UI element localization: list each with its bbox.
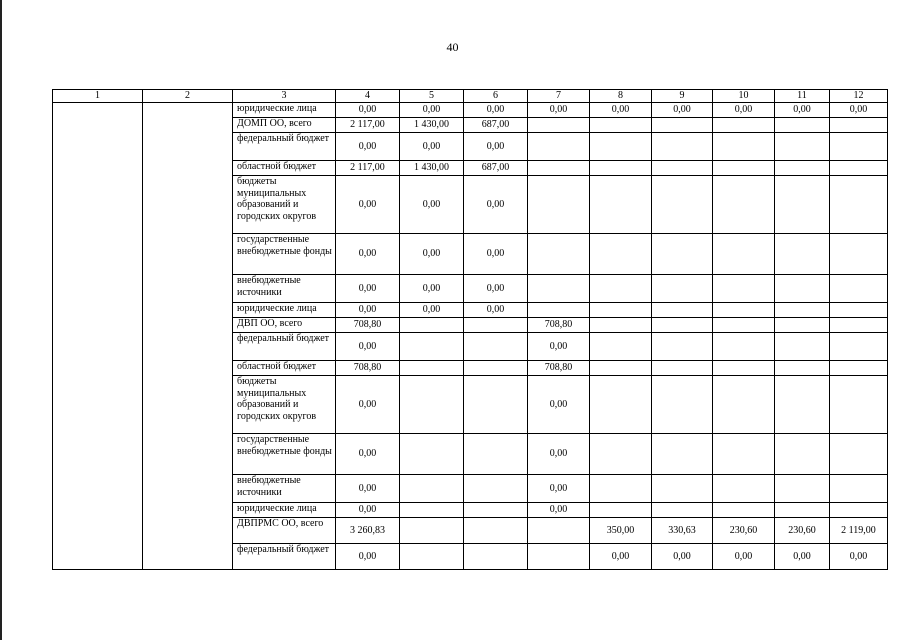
value-cell [830,118,888,133]
value-cell [400,318,464,333]
value-cell [528,518,590,544]
row-label: ДВПРМС ОО, всего [233,518,336,544]
value-cell [830,503,888,518]
value-cell [775,161,830,176]
value-cell [652,434,713,475]
value-cell [590,234,652,275]
value-cell [400,475,464,503]
value-cell [652,333,713,361]
value-cell: 0,00 [336,234,400,275]
value-cell [713,303,775,318]
value-cell: 1 430,00 [400,161,464,176]
value-cell [590,333,652,361]
value-cell: 0,00 [652,103,713,118]
row-label: федеральный бюджет [233,333,336,361]
value-cell [830,361,888,376]
row-label: внебюджетные источники [233,275,336,303]
value-cell: 0,00 [464,275,528,303]
value-cell [713,234,775,275]
value-cell [464,544,528,570]
value-cell: 0,00 [528,103,590,118]
value-cell [590,133,652,161]
value-cell [775,133,830,161]
value-cell: 0,00 [400,303,464,318]
value-cell: 687,00 [464,161,528,176]
value-cell [400,503,464,518]
value-cell: 0,00 [528,434,590,475]
value-cell: 0,00 [528,475,590,503]
value-cell: 3 260,83 [336,518,400,544]
value-cell: 0,00 [336,303,400,318]
value-cell [590,118,652,133]
row-label: федеральный бюджет [233,544,336,570]
value-cell: 0,00 [464,133,528,161]
value-cell [713,133,775,161]
value-cell [830,318,888,333]
budget-table [52,89,888,570]
value-cell: 0,00 [713,544,775,570]
value-cell [400,544,464,570]
value-cell: 2 117,00 [336,118,400,133]
value-cell [400,361,464,376]
value-cell [590,303,652,318]
value-cell: 0,00 [528,376,590,434]
value-cell: 230,60 [713,518,775,544]
header-cell: 11 [775,90,830,103]
value-cell: 0,00 [400,133,464,161]
value-cell [590,434,652,475]
row-label: юридические лица [233,503,336,518]
value-cell: 0,00 [830,103,888,118]
value-cell [713,318,775,333]
value-cell [775,118,830,133]
value-cell [775,333,830,361]
value-cell [590,176,652,234]
value-cell [713,118,775,133]
value-cell [464,434,528,475]
value-cell: 330,63 [652,518,713,544]
value-cell: 708,80 [336,361,400,376]
value-cell: 0,00 [400,275,464,303]
value-cell: 0,00 [336,475,400,503]
value-cell: 0,00 [336,103,400,118]
value-cell [713,434,775,475]
value-cell [775,275,830,303]
value-cell: 0,00 [464,103,528,118]
row-label: федеральный бюджет [233,133,336,161]
value-cell [830,434,888,475]
value-cell [590,475,652,503]
table-row [53,103,888,118]
merged-col-2-cell [143,103,233,570]
value-cell: 0,00 [528,503,590,518]
row-label: государственные внебюджетные фонды [233,234,336,275]
value-cell [400,518,464,544]
value-cell [652,118,713,133]
value-cell: 0,00 [336,434,400,475]
value-cell: 2 117,00 [336,161,400,176]
value-cell [775,361,830,376]
value-cell [775,503,830,518]
header-cell: 6 [464,90,528,103]
value-cell [775,176,830,234]
value-cell [713,161,775,176]
merged-col-1-cell [53,103,143,570]
value-cell: 0,00 [400,103,464,118]
value-cell: 0,00 [590,103,652,118]
value-cell: 0,00 [336,176,400,234]
row-label: областной бюджет [233,361,336,376]
header-cell: 7 [528,90,590,103]
value-cell [528,133,590,161]
value-cell [652,475,713,503]
value-cell [830,275,888,303]
row-label: юридические лица [233,303,336,318]
value-cell [652,503,713,518]
header-cell: 9 [652,90,713,103]
value-cell: 0,00 [400,176,464,234]
value-cell [775,376,830,434]
value-cell: 687,00 [464,118,528,133]
value-cell [713,176,775,234]
row-label: государственные внебюджетные фонды [233,434,336,475]
value-cell [713,333,775,361]
row-label: областной бюджет [233,161,336,176]
value-cell [775,434,830,475]
row-label: внебюджетные источники [233,475,336,503]
value-cell [652,361,713,376]
value-cell: 1 430,00 [400,118,464,133]
header-cell: 3 [233,90,336,103]
value-cell [652,234,713,275]
value-cell [652,275,713,303]
value-cell [830,176,888,234]
value-cell [830,133,888,161]
value-cell [652,318,713,333]
value-cell [830,303,888,318]
value-cell [713,503,775,518]
value-cell [590,161,652,176]
value-cell: 708,80 [528,361,590,376]
value-cell: 230,60 [775,518,830,544]
value-cell [400,333,464,361]
value-cell [652,133,713,161]
value-cell [400,434,464,475]
value-cell [830,475,888,503]
table-header-row [53,90,888,103]
value-cell [528,118,590,133]
value-cell [464,503,528,518]
value-cell: 0,00 [590,544,652,570]
value-cell: 0,00 [336,503,400,518]
value-cell [652,376,713,434]
value-cell [400,376,464,434]
header-cell: 5 [400,90,464,103]
value-cell [713,275,775,303]
value-cell: 0,00 [336,275,400,303]
header-cell: 12 [830,90,888,103]
value-cell [652,176,713,234]
header-cell: 8 [590,90,652,103]
value-cell [464,318,528,333]
value-cell: 708,80 [336,318,400,333]
value-cell: 0,00 [775,103,830,118]
value-cell [713,475,775,503]
value-cell [775,318,830,333]
value-cell [830,234,888,275]
value-cell: 0,00 [336,544,400,570]
row-label: ДОМП ОО, всего [233,118,336,133]
value-cell: 0,00 [336,333,400,361]
value-cell [528,176,590,234]
value-cell: 0,00 [400,234,464,275]
page-left-edge-line [0,0,2,640]
value-cell [464,518,528,544]
page-number: 40 [446,40,459,54]
value-cell [713,376,775,434]
value-cell [830,333,888,361]
value-cell [775,234,830,275]
value-cell [775,475,830,503]
value-cell: 708,80 [528,318,590,333]
value-cell [528,275,590,303]
value-cell: 0,00 [830,544,888,570]
value-cell: 0,00 [336,133,400,161]
header-cell: 4 [336,90,400,103]
value-cell: 2 119,00 [830,518,888,544]
value-cell: 0,00 [464,303,528,318]
value-cell [590,376,652,434]
value-cell [590,318,652,333]
value-cell [830,161,888,176]
value-cell: 0,00 [464,234,528,275]
value-cell: 0,00 [528,333,590,361]
row-label: юридические лица [233,103,336,118]
value-cell [713,361,775,376]
value-cell [775,303,830,318]
header-cell: 2 [143,90,233,103]
value-cell [652,161,713,176]
value-cell [528,544,590,570]
value-cell [464,475,528,503]
value-cell [528,234,590,275]
value-cell [464,361,528,376]
row-label: бюджеты муниципальных образований и городских округов [233,176,336,234]
row-label: бюджеты муниципальных образований и городских округов [233,376,336,434]
value-cell [528,303,590,318]
value-cell: 0,00 [713,103,775,118]
header-cell: 1 [53,90,143,103]
value-cell [590,361,652,376]
value-cell [652,303,713,318]
value-cell: 0,00 [464,176,528,234]
value-cell [590,275,652,303]
header-cell: 10 [713,90,775,103]
value-cell [830,376,888,434]
value-cell [464,376,528,434]
value-cell [528,161,590,176]
value-cell [464,333,528,361]
value-cell: 0,00 [652,544,713,570]
value-cell: 0,00 [775,544,830,570]
value-cell [590,503,652,518]
row-label: ДВП ОО, всего [233,318,336,333]
value-cell: 0,00 [336,376,400,434]
value-cell: 350,00 [590,518,652,544]
